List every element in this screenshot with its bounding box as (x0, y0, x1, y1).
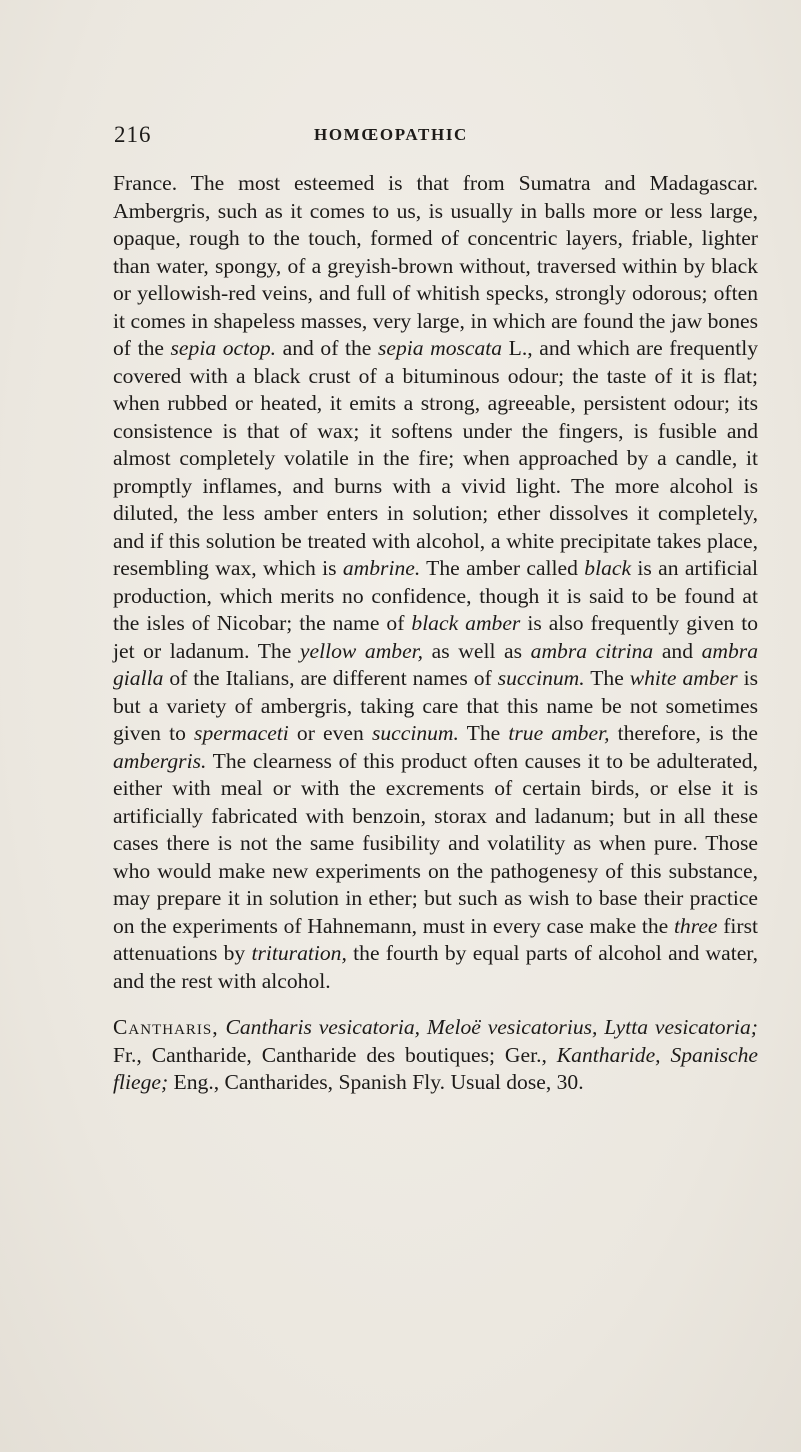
text-run: The clearness of this product often causes it to be adulterated, either with meal or with the excrements of certain birds, or else it is artificially fabricated with benzoin, storax and ladanum; but in all these cases there is not the same fusibility and volatility as when pure. Those who would make new experiments on the pathogenesy of this substance, may prepare it in solution in ether; but such as wish to base their practice on the experiments of Hahnemann, must in every case make the (113, 748, 758, 938)
text-run: first attenuations by (113, 913, 758, 965)
text-run: The (458, 721, 509, 745)
text-run: therefore, is the (609, 721, 758, 745)
italic-term: yellow amber, (299, 638, 424, 663)
italic-term: ambra gialla (113, 638, 758, 690)
italic-term: three (673, 913, 718, 938)
italic-term: succinum. (371, 721, 459, 745)
text-run: of the Italians, are different names of (163, 666, 498, 690)
italic-term: succinum. (497, 666, 585, 690)
running-head: HOMŒOPATHIC (314, 125, 468, 144)
body-text (113, 170, 758, 1097)
italic-term: Kantharide, Spanische fliege; (113, 1042, 759, 1094)
text-run: Fr., Cantharide, Cantharide des boutiques; Ger., (113, 1042, 557, 1067)
text-run: or even (288, 721, 372, 745)
text-run: the fourth by equal parts of alcohol and water, and the rest with alcohol. (113, 941, 759, 993)
italic-term: ambra citrina (530, 638, 654, 663)
page-header (114, 122, 751, 152)
text-run: Eng., Cantharides, Spanish Fly. Usual dose, 30. (168, 1070, 584, 1094)
text-run: as well as (423, 638, 531, 663)
italic-term: ambrine. (342, 556, 421, 580)
text-run: The amber called (420, 556, 585, 580)
italic-term: spermaceti (194, 721, 289, 745)
text-run: is also frequently given to jet or ladanum. The (113, 611, 758, 663)
text-run: France. The most esteemed is that from Sumatra and Madagascar. Ambergris, such as it comes to us, is usually in balls more or less large, opaque, rough to the touch, formed of concentric layers, friable, lighter than water, spongy, of a greyish-brown without, traversed within by black or yellowish-red veins, and full of whitish specks, strongly odorous; often it comes in shapeless masses, very large, in which are found the jaw bones of the (113, 171, 758, 360)
text-run: is but a variety of ambergris, taking care that this name be not sometimes given to (113, 666, 758, 745)
text-run: and of the (276, 336, 378, 360)
italic-term: trituration, (251, 941, 347, 965)
text-run: The (584, 666, 630, 690)
italic-term: sepia octop. (170, 336, 277, 360)
italic-term: ambergris. (113, 748, 207, 773)
italic-term: sepia moscata (377, 336, 503, 360)
text-run: and (653, 638, 702, 663)
italic-term: black (584, 556, 632, 580)
italic-term: Cantharis vesicatoria, Meloë vesicatorius, Lytta vesicatoria; (225, 1015, 758, 1039)
text-run: is an artificial production, which merits no confidence, though it is said to be found at the isles of Nicobar; the name of (113, 556, 758, 635)
italic-term: white amber (629, 666, 738, 690)
page-number: 216 (114, 122, 152, 147)
paragraph-cantharis (113, 1014, 758, 1097)
paragraph-ambergris (113, 170, 758, 995)
italic-term: true amber, (508, 721, 610, 745)
entry-heading: Cantharis, (113, 1015, 219, 1039)
text-run: L., and which are frequently covered with a black crust of a bituminous odour; the taste of it is flat; when rubbed or heated, it emits a strong, agreeable, persistent odour; its consistence is that of wax; it softens under the fingers, is fusible and almost completely volatile in the fire; when approached by a candle, it promptly inflames, and burns with a vivid light. The more alcohol is diluted, the less amber enters in solution; ether dissolves it completely, and if this solution be treated with alcohol, a white precipitate takes place, resembling wax, which is (113, 336, 759, 580)
italic-term: black amber (411, 611, 521, 635)
